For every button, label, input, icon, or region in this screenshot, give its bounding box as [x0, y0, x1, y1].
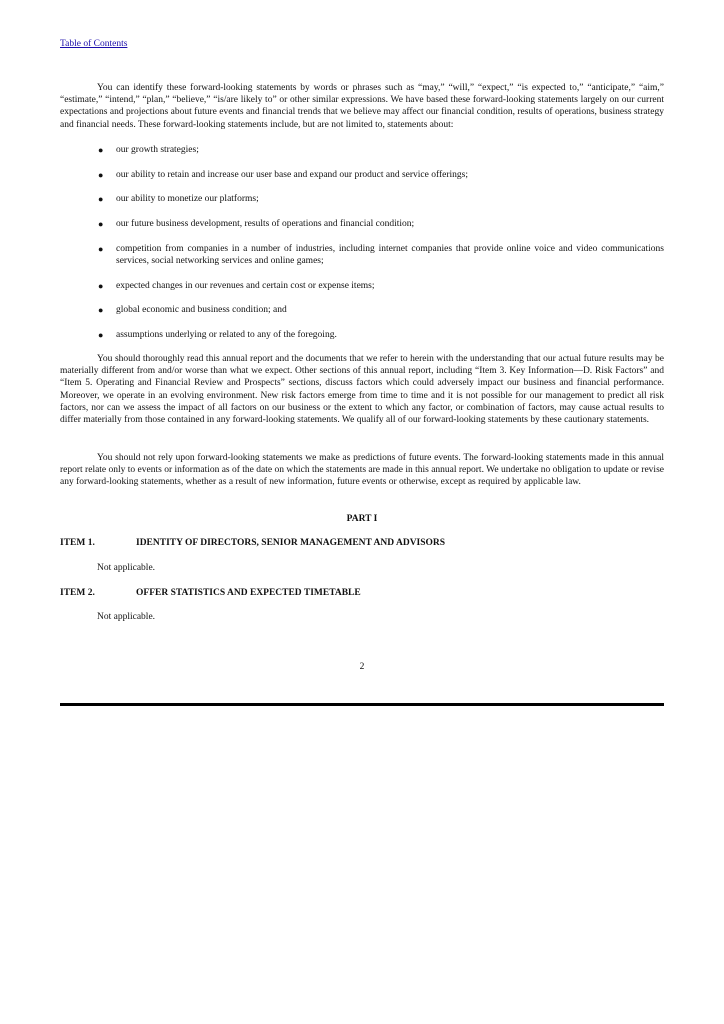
- bullet-icon: ●: [98, 280, 104, 291]
- intro-paragraph: You can identify these forward-looking statements by words or phrases such as “may,” “will,” “expect,” “is expected to,” “anticipate,” “aim,” “estimate,” “intend,” “plan,” “believe,” “is/are likely to” or other similar expressions. We have based these forward-looking statements largely on our current expectations and projections about future events and financial trends that we believe may affect our financial condition, results of operations, business strategy and financial needs. These forward-looking statements include, but are not limited to, statements about:: [60, 83, 664, 130]
- bullet-icon: ●: [98, 194, 104, 205]
- list-item: [60, 144, 664, 156]
- list-item-text: competition from companies in a number of industries, including internet companies that provide online voice and video communications services, social networking services and online games;: [116, 243, 664, 267]
- item-1-heading: [60, 538, 445, 548]
- list-item: [60, 304, 664, 316]
- item-1-body: Not applicable.: [97, 563, 156, 573]
- list-item-text: assumptions underlying or related to any of the foregoing.: [116, 330, 337, 341]
- list-item-text: our growth strategies;: [116, 145, 199, 155]
- table-of-contents-link[interactable]: Table of Contents: [60, 39, 128, 49]
- list-item-text: global economic and business condition; and: [116, 305, 287, 316]
- list-item-text: expected changes in our revenues and certain cost or expense items;: [116, 280, 375, 291]
- item-number: ITEM 2.: [60, 588, 95, 598]
- page-number: 2: [359, 662, 365, 672]
- bullet-icon: ●: [98, 305, 104, 316]
- item-title: IDENTITY OF DIRECTORS, SENIOR MANAGEMENT AND ADVISORS: [136, 538, 446, 548]
- list-item: [60, 329, 664, 341]
- list-item: [60, 169, 664, 181]
- list-item-text: our future business development, results of operations and financial condition;: [116, 219, 415, 230]
- risk-paragraph: You should thoroughly read this annual report and the documents that we refer to herein with the understanding that our actual future results may be materially different from and/or worse than what we expect. Other sections of this annual report, including “Item 3. Key Information—D. Risk Factors” and “Item 5. Operating and Financial Review and Prospects” sections, discuss factors which could adversely impact our business and financial performance. Moreover, we operate in an evolving environment. New risk factors emerge from time to time and it is not possible for our management to predict all risk factors, nor can we assess the impact of all factors on our business or the extent to which any factor, or combination of factors, may cause actual results to differ materially from those contained in any forward-looking statements. We qualify all of our forward-looking statements by these cautionary statements.: [60, 354, 664, 426]
- list-item-text: our ability to monetize our platforms;: [116, 194, 259, 205]
- bullet-icon: ●: [98, 145, 104, 155]
- list-item: [60, 218, 664, 230]
- page-divider: [60, 703, 664, 706]
- bullet-icon: ●: [98, 219, 104, 230]
- reliance-paragraph: You should not rely upon forward-looking statements we make as predictions of future events. The forward-looking statements made in this annual report relate only to events or information as of the date on which the statements are made in this annual report. We undertake no obligation to update or revise any forward-looking statements, whether as a result of new information, future events or otherwise, except as required by applicable law.: [60, 453, 664, 488]
- list-item: [60, 193, 664, 205]
- list-item: [60, 243, 664, 267]
- part-heading: PART I: [346, 514, 378, 524]
- item-title: OFFER STATISTICS AND EXPECTED TIMETABLE: [136, 588, 361, 598]
- item-2-body: Not applicable.: [97, 612, 156, 622]
- list-item: [60, 280, 664, 292]
- bullet-icon: ●: [98, 330, 104, 341]
- bullet-icon: ●: [98, 243, 104, 254]
- forward-looking-topics-list: [60, 144, 664, 354]
- list-item-text: our ability to retain and increase our user base and expand our product and service offerings;: [116, 169, 468, 180]
- item-2-heading: [60, 588, 361, 598]
- item-number: ITEM 1.: [60, 538, 95, 548]
- bullet-icon: ●: [98, 169, 104, 180]
